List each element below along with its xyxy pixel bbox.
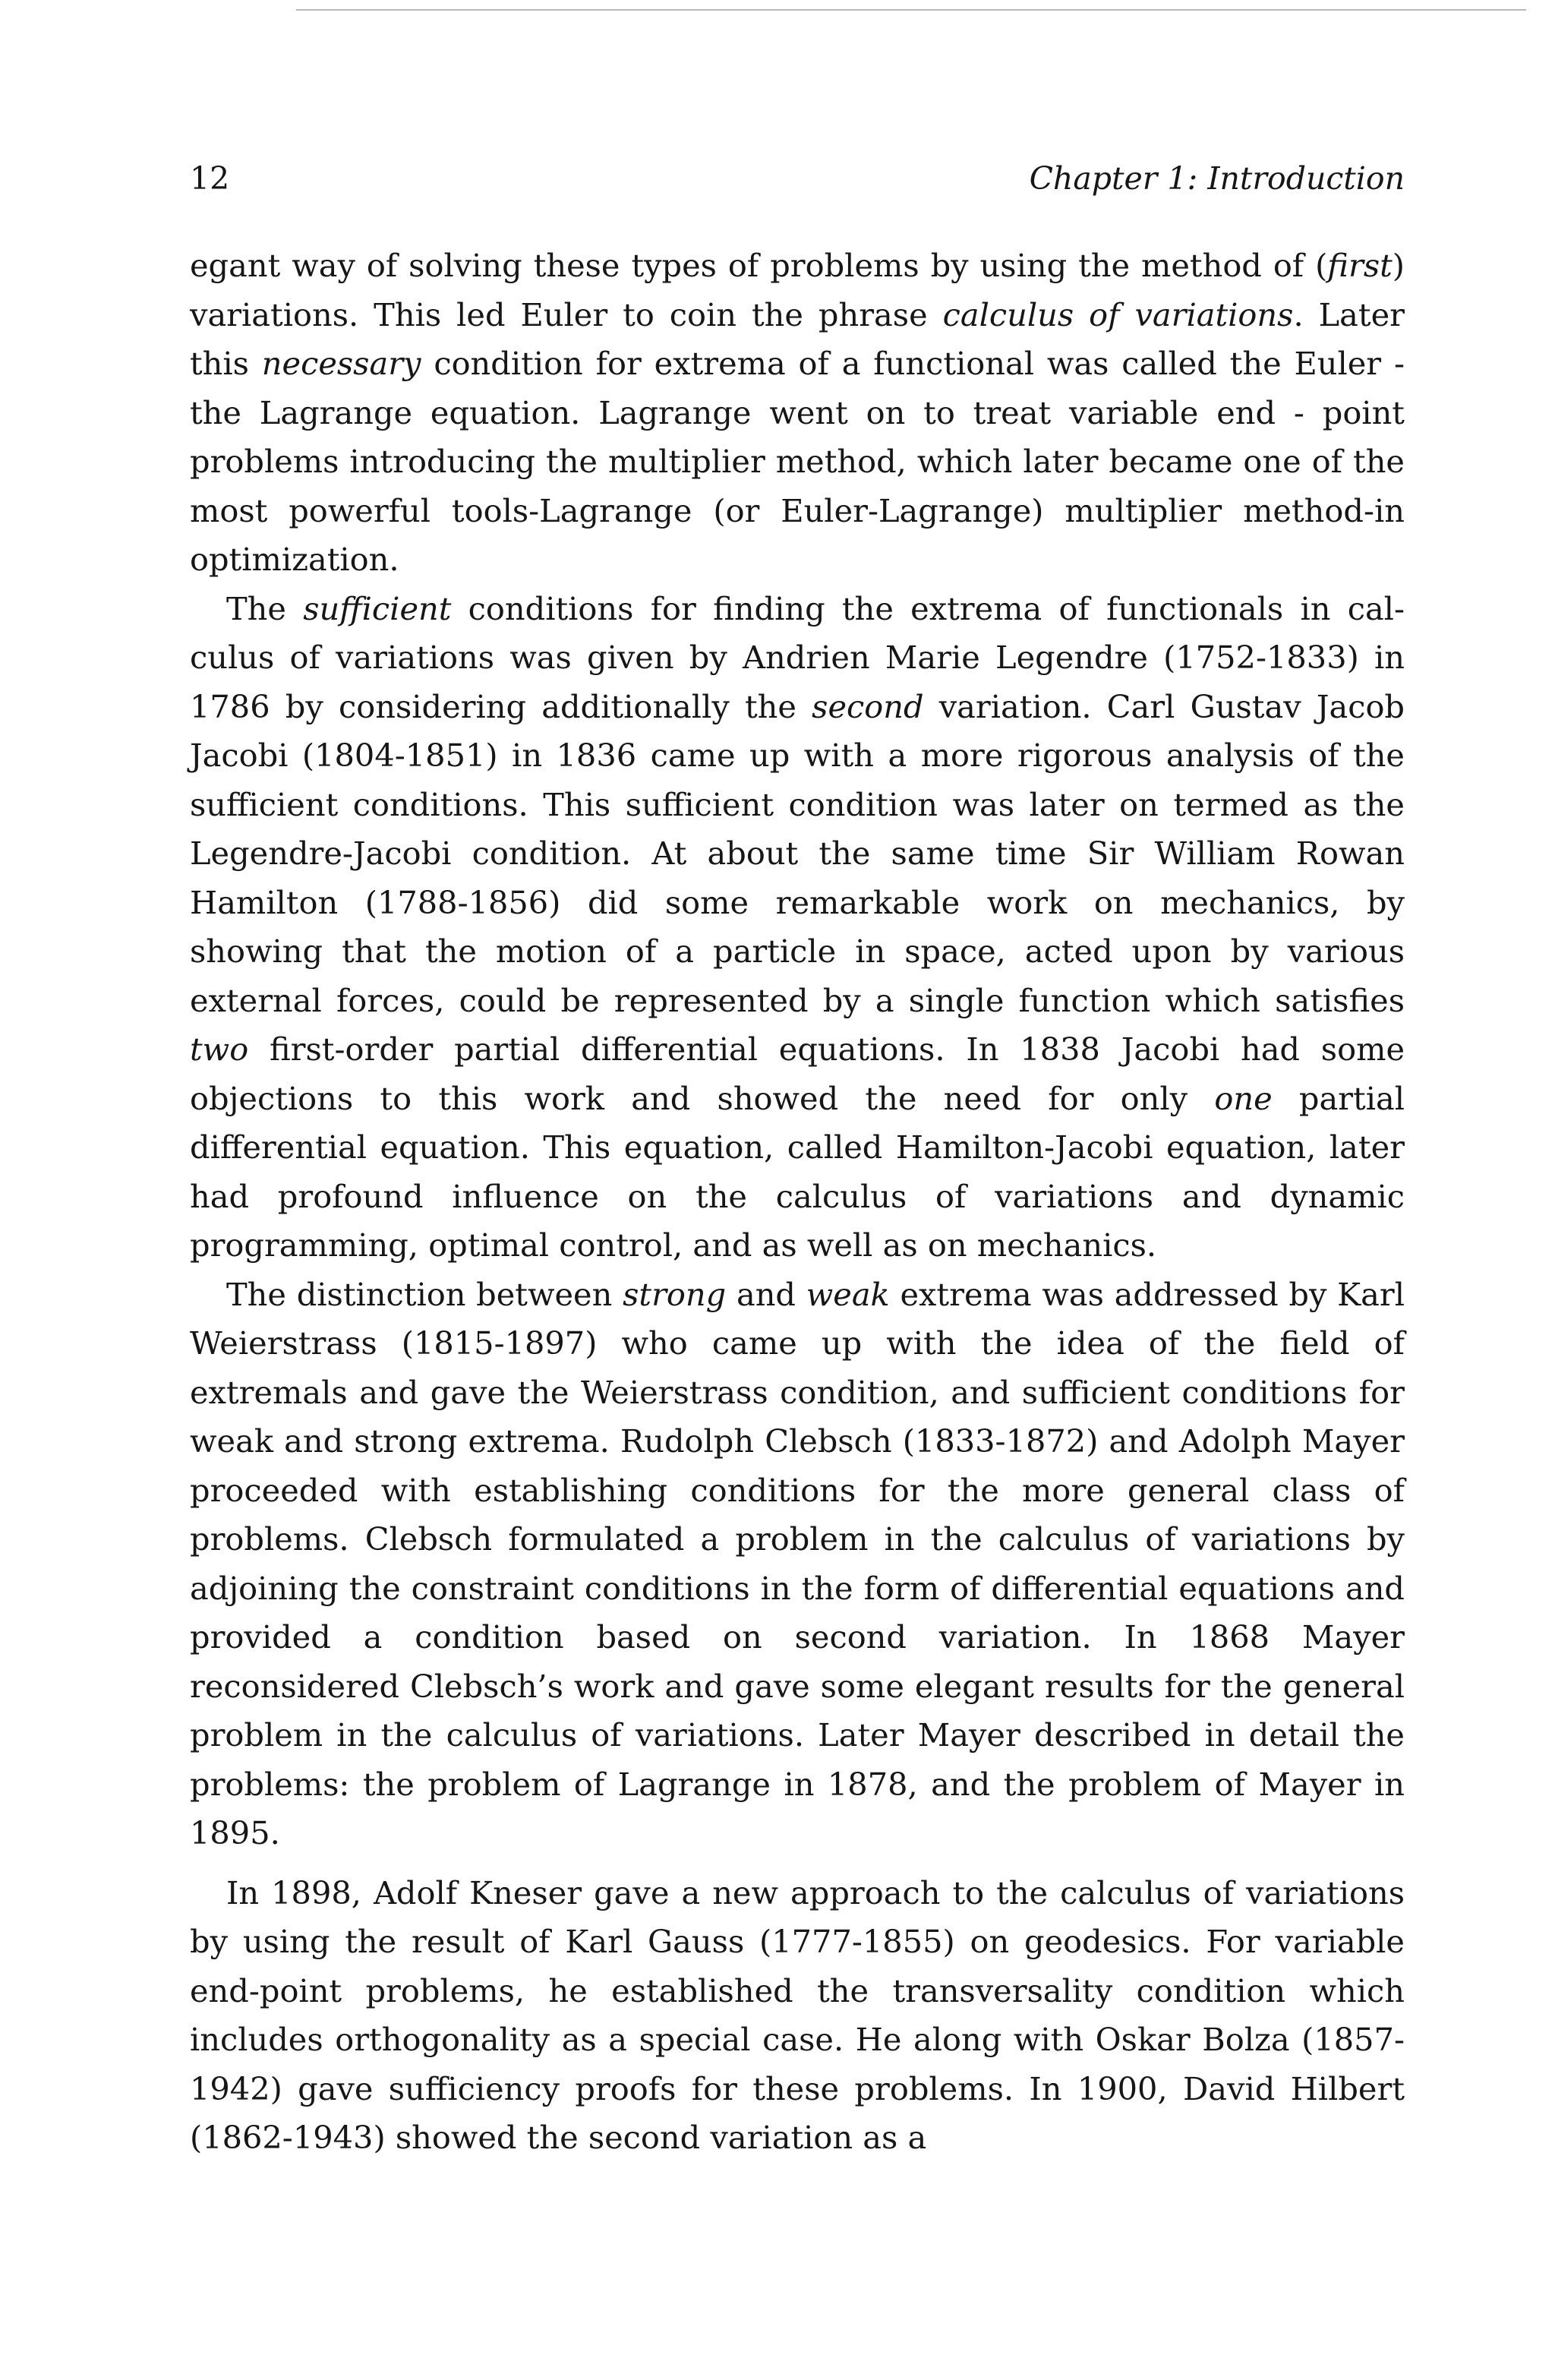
- text-run: variation. Carl Gustav Jacob Jacobi (1804-1851) in 1836 came up with a more rigorous analysis of the sufficient conditions. This sufficient condition was later on termed as the Legendre-Jacobi condition. At about the same time Sir William Rowan Hamilton (1788-1856) did some remarkable work on mechanics, by showing that the motion of a particle in space, acted upon by various external forces, could be represented by a single function which satisfies: [190, 687, 1405, 1019]
- page-number: 12: [190, 160, 230, 197]
- text-run: The: [226, 589, 304, 627]
- italic-text: weak: [806, 1275, 890, 1313]
- text-run: ) variations. This led Euler to coin the phrase: [190, 247, 1405, 333]
- text-run: condition for extrema of a functional was called the Euler - the Lagrange equation. Lagrange went on to treat variable end - point problems introducing the multiplier method, which later became one of the most powerful tools-Lagrange (or Euler-Lagrange) multiplier method-in optimization.: [190, 345, 1405, 578]
- top-rule: [296, 9, 1526, 11]
- paragraph-3: [190, 1270, 1405, 1858]
- text-run: and: [726, 1275, 806, 1313]
- body-text: [190, 241, 1405, 2163]
- italic-text: second: [812, 687, 924, 725]
- text-run: partial differential equation. This equation, called Hamilton-Jacobi equation, later had profound influence on the calculus of variations and dynamic programming, optimal control, and as well as on mechanics.: [190, 1079, 1405, 1264]
- italic-text: calculus of variations: [942, 295, 1294, 333]
- text-run: conditions for finding the extrema of functionals in calculus of variations was given by Andrien Marie Legendre (1752-1833) in 1786 by considering additionally the: [190, 589, 1405, 725]
- italic-text: sufficient: [303, 589, 452, 627]
- italic-text: necessary: [261, 345, 421, 382]
- text-run: . Later this: [190, 295, 1405, 382]
- text-run: first-order partial differential equations. In 1838 Jacobi had some objections to this work and showed the need for only: [190, 1031, 1405, 1117]
- italic-text: one: [1214, 1079, 1273, 1117]
- italic-text: strong: [623, 1275, 727, 1313]
- italic-text: two: [190, 1031, 249, 1068]
- italic-text: first: [1327, 247, 1393, 284]
- paragraph-2: [190, 585, 1405, 1270]
- paragraph-4: [190, 1869, 1405, 2163]
- text-run: egant way of solving these types of problems by using the method of (: [190, 247, 1328, 284]
- running-header: [190, 156, 1405, 201]
- text-run: extrema was addressed by Karl Weierstrass (1815-1897) who came up with the idea of the field of extremals and gave the Weierstrass condition, and sufficient conditions for weak and strong extrema. Rudolph Clebsch (1833-1872) and Adolph Mayer proceeded with establishing conditions for the more general class of problems. Clebsch formulated a problem in the calculus of variations by adjoining the constraint conditions in the form of differential equations and provided a condition based on second variation. In 1868 Mayer reconsidered Clebsch’s work and gave some elegant results for the general problem in the calculus of variations. Later Mayer described in detail the problems: the problem of Lagrange in 1878, and the problem of Mayer in 1895.: [190, 1275, 1405, 1851]
- text-run: The distinction between: [226, 1275, 623, 1313]
- chapter-title: Chapter 1: Introduction: [1029, 160, 1405, 197]
- paragraph-1: [190, 241, 1405, 585]
- text-run: In 1898, Adolf Kneser gave a new approach to the calculus of variations by using the result of Karl Gauss (1777-1855) on geodesics. For variable end-point problems, he established the transversality condition which includes orthogonality as a special case. He along with Oskar Bolza (1857-1942) gave sufficiency proofs for these problems. In 1900, David Hilbert (1862-1943) showed the second variation as a: [190, 1873, 1405, 2156]
